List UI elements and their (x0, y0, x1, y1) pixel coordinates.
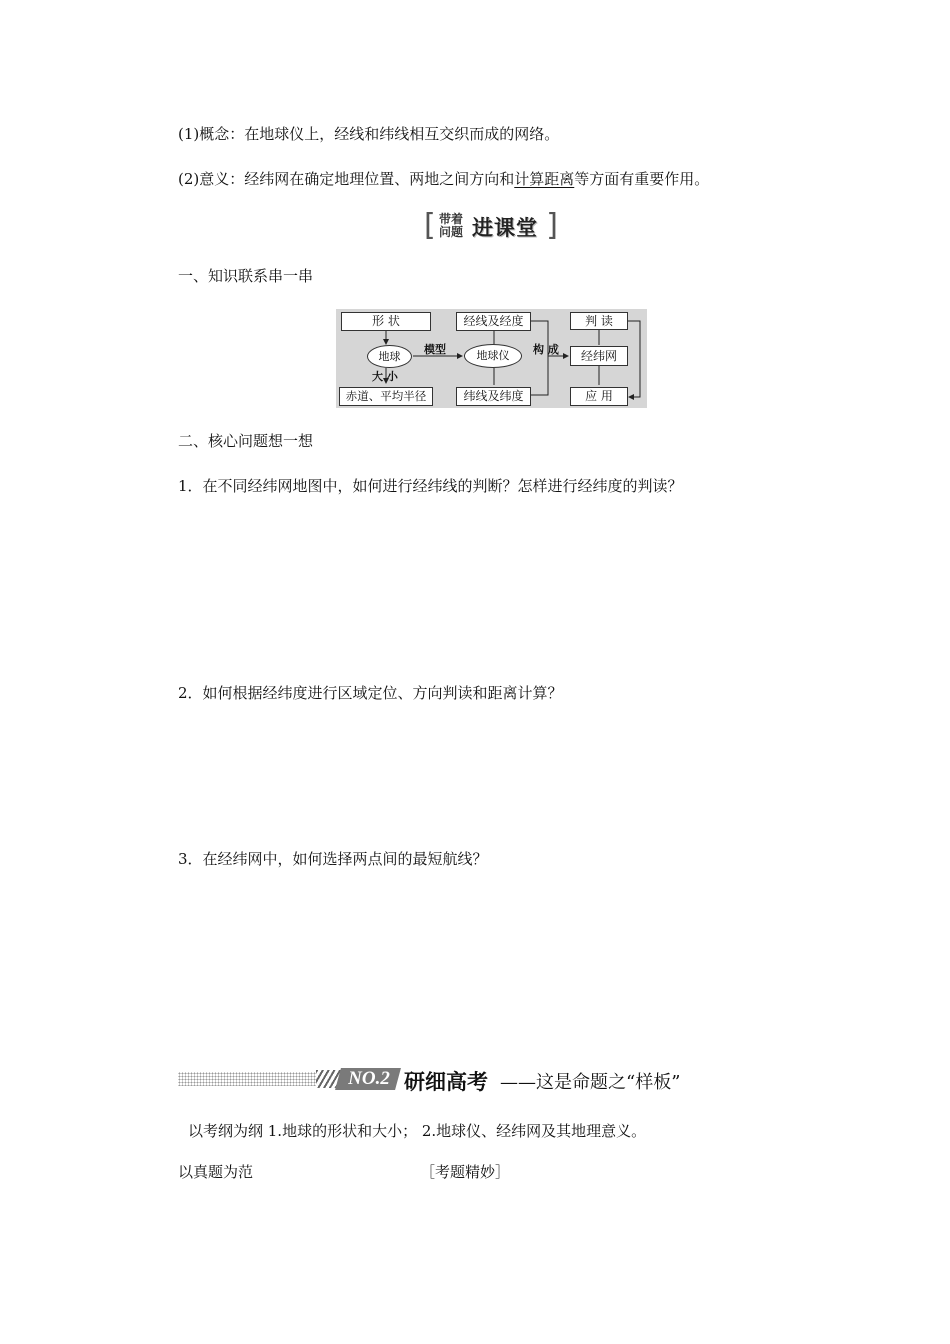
earth-oval: 地球 (367, 345, 412, 368)
no2-title: 研细高考 (404, 1070, 488, 1094)
no2-subtitle: ——这是命题之“样板” (500, 1072, 681, 1093)
shape-box: 形 状 (341, 312, 431, 331)
section2-heading: 二、核心问题想一想 (178, 432, 314, 450)
question-2: 2．如何根据经纬度进行区域定位、方向判读和距离计算？ (178, 684, 563, 702)
section1-heading: 一、知识联系串一串 (178, 267, 314, 285)
question-3: 3．在经纬网中，如何选择两点间的最短航线？ (178, 850, 488, 868)
significance-text-end: 等方面有重要作用。 (574, 170, 710, 188)
globe-oval: 地球仪 (464, 344, 522, 368)
class-banner (424, 209, 558, 243)
no2-badge: NO.2 (348, 1068, 390, 1089)
model-label: 模型 (424, 343, 446, 356)
application-box: 应 用 (570, 387, 628, 406)
syllabus-line: 以考纲为纲 1.地球的形状和大小； 2.地球仪、经纬网及其地理意义。 (188, 1122, 647, 1140)
significance-text-start: (2)意义：经纬网在确定地理位置、两地之间方向和 (178, 170, 515, 188)
significance-underlined-term: 计算距离 (514, 170, 575, 188)
compose-label: 构 成 (533, 343, 559, 356)
banner-right-bracket: ] (546, 208, 558, 243)
exam-question-label: ［考题精妙］ (420, 1163, 511, 1181)
header-dot-pattern (178, 1072, 316, 1086)
graticule-box: 经纬网 (570, 346, 628, 366)
knowledge-diagram (336, 309, 647, 408)
banner-big-text: 进课堂 (472, 216, 538, 240)
banner-small-text: 带着问题 (439, 212, 464, 239)
parallel-box: 纬线及纬度 (456, 387, 531, 406)
equator-radius-box: 赤道、平均半径 (339, 387, 433, 406)
real-exam-label: 以真题为范 (178, 1163, 254, 1181)
no2-section-header (178, 1068, 738, 1094)
concept-definition: (1)概念：在地球仪上，经线和纬线相互交织而成的网络。 (178, 125, 560, 143)
size-label: 大 小 (372, 370, 398, 383)
interpret-box: 判 读 (570, 312, 628, 330)
question-1: 1．在不同经纬网地图中，如何进行经纬线的判断？怎样进行经纬度的判读？ (178, 477, 683, 495)
concept-significance (178, 169, 709, 189)
meridian-box: 经线及经度 (456, 312, 531, 331)
banner-left-bracket: [ (424, 208, 436, 243)
